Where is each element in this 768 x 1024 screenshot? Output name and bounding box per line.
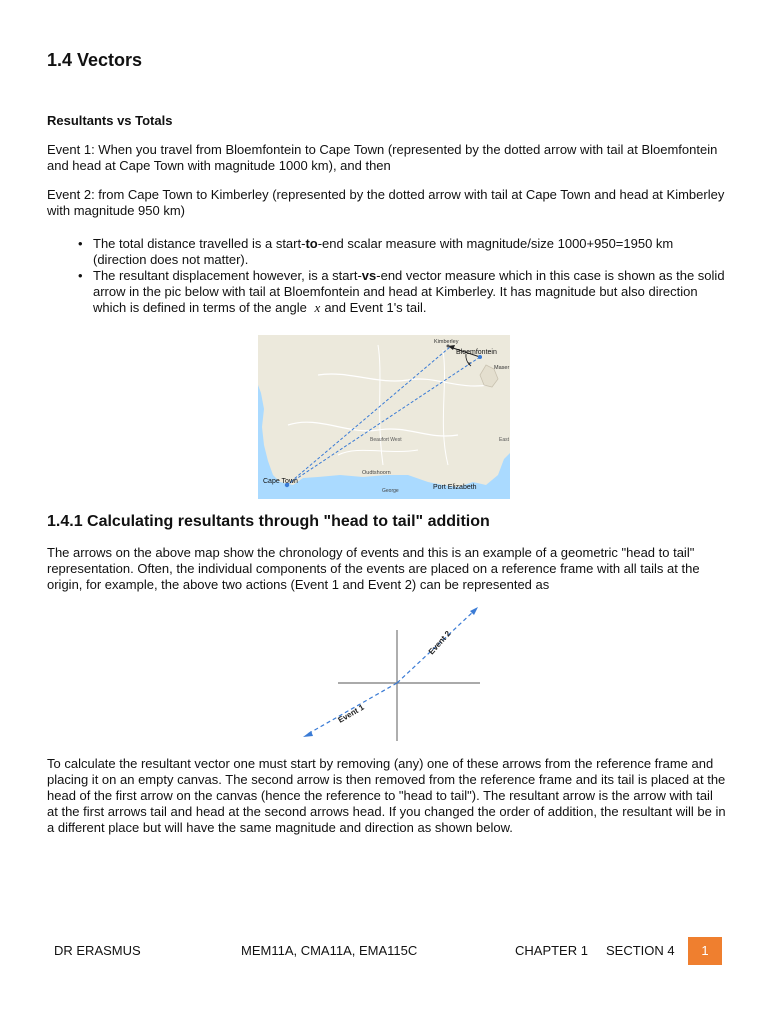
map-label-kimberley: Kimberley xyxy=(434,339,459,345)
footer-section: SECTION 4 xyxy=(606,943,675,958)
footer-author: DR ERASMUS xyxy=(54,943,141,958)
page-number-badge: 1 xyxy=(688,937,722,965)
event1-paragraph: Event 1: When you travel from Bloemfontein to Cape Town (represented by the dotted arrow with tail at Bloemfontein and head at Cape Town with magnitude 1000 km), and then xyxy=(47,142,718,173)
page-title: 1.4 Vectors xyxy=(47,50,143,70)
bullet-resultant-displacement: • The resultant displacement however, is a start-vs-end vector measure which in this case is shown as the solid arrow in the pic below with tail at Bloemfontein and head at Kimberley. It has magnitude but also direction which is defined in terms of the angle x and Event 1's tail. xyxy=(47,268,727,316)
map-label-cape-town: Cape Town xyxy=(263,478,298,485)
map-label-bloemfontein: Bloemfontein xyxy=(456,349,497,356)
map-label-oudtshoorn: Oudtshoorn xyxy=(362,470,391,476)
angle-symbol: x xyxy=(314,300,321,315)
event2-label: Event 2 xyxy=(426,629,453,657)
map-angle-label: x xyxy=(468,361,471,367)
event1-label: Event 1 xyxy=(336,702,366,725)
arrows-paragraph: The arrows on the above map show the chronology of events and this is an example of a geometric "head to tail" representation. Often, the individual components of the events are placed on a reference frame with all tails at the origin, for example, the above two actions (Event 1 and Event 2) can be represented as xyxy=(47,545,700,592)
footer-chapter: CHAPTER 1 xyxy=(515,943,588,958)
subheading: Resultants vs Totals xyxy=(47,113,173,128)
vector-reference-frame-figure xyxy=(300,605,490,745)
section-title: 1.4.1 Calculating resultants through "head to tail" addition xyxy=(47,513,490,530)
calculation-paragraph: To calculate the resultant vector one must start by removing (any) one of these arrows from the reference frame and placing it on an empty canvas. The second arrow is then removed from the reference frame and its tail is placed at the head of the first arrow on the canvas (hence the reference to "head to tail"). The resultant arrow is the arrow with tail at the first arrows tail and head at the second arrows head. If you changed the order of addition, the resultant will be in a different place but will have the same magnitude and direction as shown below. xyxy=(47,756,726,835)
map-label-george: George xyxy=(382,488,399,494)
footer-modules: MEM11A, CMA11A, EMA115C xyxy=(241,943,418,958)
event2-paragraph: Event 2: from Cape Town to Kimberley (represented by the dotted arrow with tail at Cape Town and head at Kimberley with magnitude 950 km) xyxy=(47,187,725,218)
map-label-beaufort-west: Beaufort West xyxy=(370,437,402,443)
bullet-list xyxy=(47,236,727,316)
map-label-maseru: Maser xyxy=(494,365,510,371)
map-label-east: East xyxy=(499,437,510,443)
map-label-port-elizabeth: Port Elizabeth xyxy=(433,484,477,491)
south-africa-map xyxy=(258,335,510,499)
bullet-total-distance: • The total distance travelled is a start-to-end scalar measure with magnitude/size 1000+950=1950 km (direction does not matter). xyxy=(47,236,727,268)
